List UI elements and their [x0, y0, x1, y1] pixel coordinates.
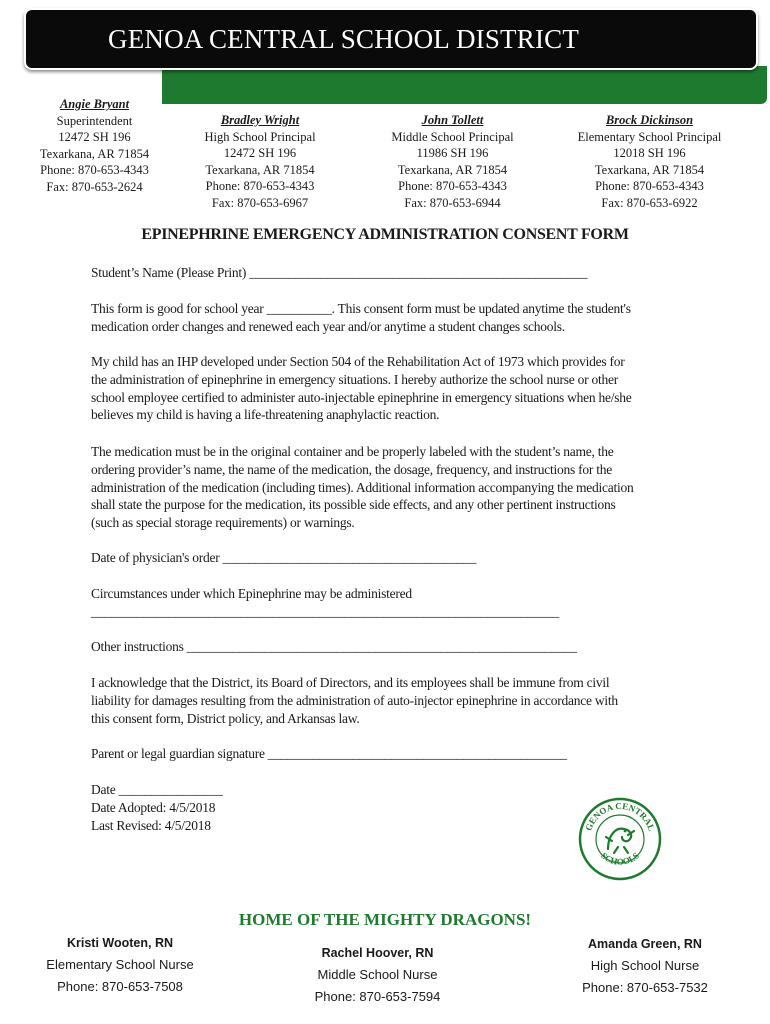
staff-fax: Fax: 870-653-6922 — [601, 195, 698, 210]
nurse-phone: Phone: 870-653-7594 — [314, 989, 441, 1004]
paragraph-line: ordering provider’s name, the name of the medication, the dosage, frequency, and instructions for the — [91, 461, 612, 477]
staff-role: Superintendent — [56, 113, 133, 128]
staff-high-school-principal — [185, 112, 335, 211]
staff-city: Texarkana, AR 71854 — [397, 162, 508, 177]
date-adopted: Date Adopted: 4/5/2018 — [91, 799, 216, 815]
paragraph-line: This form is good for school year __________. This consent form must be updated anytime the student's — [91, 301, 631, 316]
medication-paragraph — [91, 443, 691, 532]
paragraph-line: (such as special storage requirements) or warnings. — [91, 515, 355, 531]
staff-fax: Fax: 870-653-2624 — [46, 179, 143, 194]
nurse-phone: Phone: 870-653-7508 — [57, 979, 183, 994]
staff-fax: Fax: 870-653-6967 — [211, 195, 309, 210]
staff-city: Texarkana, AR 71854 — [205, 162, 315, 177]
student-name-field[interactable] — [91, 264, 691, 282]
staff-phone: Phone: 870-653-4343 — [398, 179, 507, 193]
staff-phone: Phone: 870-653-4343 — [595, 179, 704, 193]
nurse-elementary — [30, 932, 210, 998]
paragraph-line: The medication must be in the original container and be properly labeled with the student’s name, the — [91, 444, 614, 459]
staff-role: High School Principal — [204, 129, 316, 144]
staff-address: 12472 SH 196 — [58, 130, 131, 144]
other-instructions-field[interactable] — [91, 638, 691, 656]
staff-address: 12472 SH 196 — [223, 146, 297, 160]
staff-city: Texarkana, AR 71854 — [594, 162, 705, 177]
paragraph-line: medication order changes and renewed each year and/or anytime a student changes schools. — [91, 318, 565, 334]
district-seal-icon — [578, 797, 662, 881]
circumstances-blank: ________________________________________________________________________ — [91, 603, 559, 619]
nurse-name: Amanda Green, RN — [588, 937, 702, 951]
form-title: EPINEPHRINE EMERGENCY ADMINISTRATION CONSENT FORM — [141, 226, 629, 243]
nurse-role: Middle School Nurse — [317, 967, 438, 982]
acknowledgement-paragraph — [91, 674, 691, 727]
staff-address: 12018 SH 196 — [613, 146, 686, 160]
staff-name: Brock Dickinson — [605, 113, 694, 127]
nurse-phone: Phone: 870-653-7532 — [582, 980, 708, 995]
nurse-role: Elementary School Nurse — [46, 957, 194, 972]
staff-name: Bradley Wright — [220, 113, 300, 127]
nurse-role: High School Nurse — [590, 958, 700, 973]
paragraph-line: My child has an IHP developed under Section 504 of the Rehabilitation Act of 1973 which provides for — [91, 354, 625, 369]
paragraph-line: I acknowledge that the District, its Board of Directors, and its employees shall be immune from civil — [91, 675, 610, 690]
ihp-paragraph — [91, 353, 691, 424]
staff-role: Middle School Principal — [391, 129, 514, 144]
staff-name: John Tollett — [421, 113, 484, 127]
other-instructions-label: Other instructions ____________________________________________________________ — [91, 639, 577, 654]
seal-top-text: GENOA CENTRAL — [583, 800, 657, 833]
circumstances-field[interactable] — [91, 585, 691, 621]
staff-city: Texarkana, AR 71854 — [39, 146, 150, 161]
physician-order-date-field[interactable] — [91, 549, 691, 567]
staff-superintendent — [22, 96, 167, 195]
guardian-signature-field[interactable] — [91, 745, 691, 763]
footer-tagline: HOME OF THE MIGHTY DRAGONS! — [238, 910, 532, 929]
school-year-paragraph — [91, 300, 691, 336]
date-field[interactable]: Date ________________ — [91, 782, 223, 797]
nurse-high — [560, 933, 730, 999]
last-revised: Last Revised: 4/5/2018 — [91, 817, 211, 833]
staff-address: 11986 SH 196 — [416, 146, 489, 160]
staff-fax: Fax: 870-653-6944 — [404, 195, 501, 210]
staff-elementary-principal — [562, 112, 737, 211]
header-green-band — [162, 66, 767, 104]
nurse-middle — [290, 942, 465, 1008]
paragraph-line: the administration of epinephrine in emergency situations. I hereby authorize the school nurse or other — [91, 371, 618, 387]
guardian-signature-label: Parent or legal guardian signature ______________________________________________ — [91, 746, 567, 761]
paragraph-line: believes my child is having a life-threatening anaphylactic reaction. — [91, 407, 440, 423]
paragraph-line: liability for damages resulting from the administration of auto-injector epinephrine in accordance with — [91, 692, 618, 708]
staff-middle-school-principal — [375, 112, 530, 211]
district-title: GENOA CENTRAL SCHOOL DISTRICT — [108, 24, 580, 54]
nurse-name: Rachel Hoover, RN — [321, 946, 434, 960]
paragraph-line: administration of the medication (including times). Additional information accompanying the medication — [91, 479, 634, 495]
paragraph-line: this consent form, District policy, and Arkansas law. — [91, 710, 360, 726]
staff-phone: Phone: 870-653-4343 — [205, 179, 315, 193]
staff-name: Angie Bryant — [59, 97, 130, 111]
physician-order-date-label: Date of physician's order _______________________________________ — [91, 550, 477, 565]
nurse-name: Kristi Wooten, RN — [66, 936, 174, 950]
staff-role: Elementary School Principal — [577, 129, 722, 144]
student-name-label: Student’s Name (Please Print) ____________________________________________________ — [91, 265, 588, 280]
paragraph-line: shall state the purpose for the medication, its possible side effects, and any other pertinent instructions — [91, 497, 616, 513]
seal-bottom-text: SCHOOLS — [599, 850, 641, 867]
paragraph-line: school employee certified to administer auto-injectable epinephrine in emergency situations when he/she — [91, 389, 632, 405]
circumstances-label: Circumstances under which Epinephrine may be administered — [91, 586, 412, 601]
staff-phone: Phone: 870-653-4343 — [40, 163, 149, 177]
